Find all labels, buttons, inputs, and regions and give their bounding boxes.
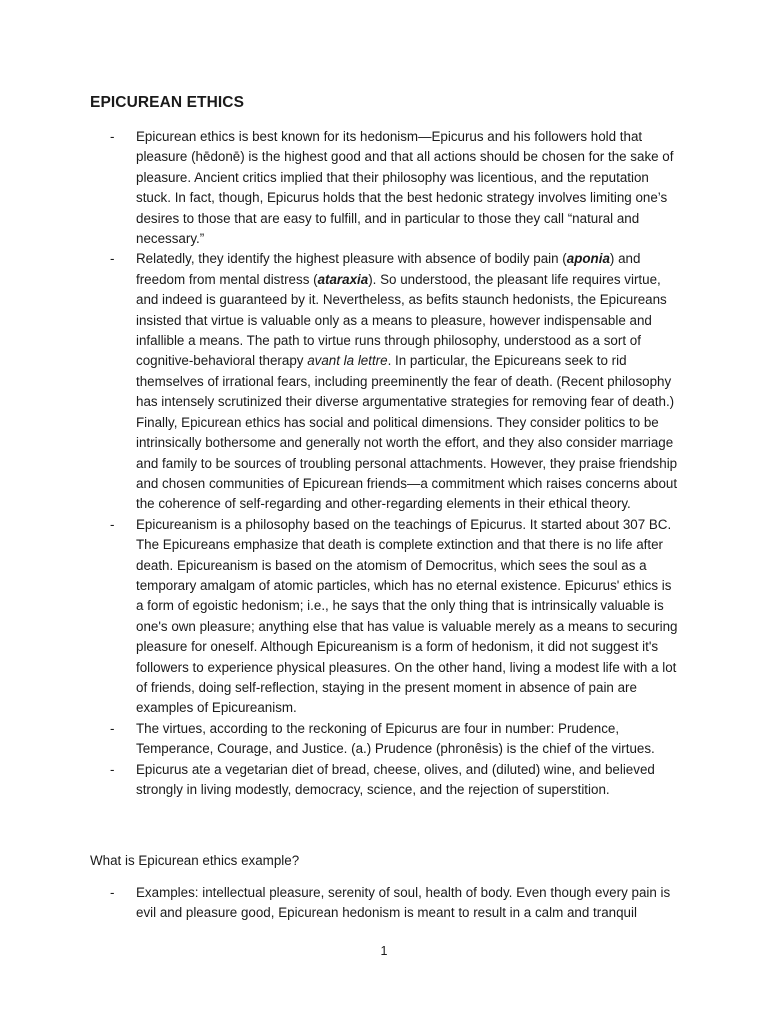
text-segment: ) and freedom from mental distress ( <box>136 251 641 287</box>
term-aponia: aponia <box>566 251 610 267</box>
list-item <box>110 249 678 514</box>
bullet-marker: - <box>110 516 115 532</box>
question-text: What is Epicurean ethics example? <box>90 853 300 868</box>
bullet-marker: - <box>110 251 115 267</box>
list-item-text: Epicurean ethics is best known for its hedonism—Epicurus and his followers hold that pleasure (hēdonē) is the highest good and that all actions should be chosen for the sake of pleasure. Ancient critics implied that their philosophy was licentious, and the reputation stuck. In fact, though, Epicurus holds that the best hedonic strategy involves limiting one’s desires to those that are easy to fulfill, and in particular to those they call “natural and necessary.” <box>136 129 674 247</box>
text-segment: . In particular, the Epicureans seek to rid themselves of irrational fears, including preeminently the fear of death. (Recent philosophy has intensely scrutinized their diverse argumentative strategies for removing fear of death.) Finally, Epicurean ethics has social and political dimensions. They consider politics to be intrinsically bothersome and generally not worth the effort, and they also consider marriage and family to be sources of troubling personal attachments. However, they praise friendship and chosen communities of Epicurean friends—a commitment which raises concerns about the coherence of self-regarding and other-regarding elements in their ethical theory. <box>136 353 678 512</box>
list-item <box>110 515 678 719</box>
text-segment: ). So understood, the pleasant life requires virtue, and indeed is guaranteed by it. Nevertheless, as befits staunch hedonists, the Epicureans insisted that virtue is valuable only as a means to pleasure, however indispensable and infallible a means. The path to virtue runs through philosophy, understood as a sort of cognitive-behavioral therapy <box>136 271 667 369</box>
list-item <box>110 883 678 924</box>
list-item-text <box>136 251 677 511</box>
bullet-list <box>110 127 678 800</box>
bullet-marker: - <box>110 129 115 144</box>
bullet-marker: - <box>110 761 115 777</box>
list-item-text: Epicureanism is a philosophy based on the teachings of Epicurus. It started about 307 BC. The Epicureans emphasize that death is complete extinction and that there is no life after death. Epicureanism is based on the atomism of Democritus, which sees the soul as a temporary amalgam of atomic particles, which has no eternal existence. Epicurus' ethics is a form of egoistic hedonism; i.e., he says that the only thing that is intrinsically valuable is one's own pleasure; anything else that has value is valuable merely as a means to securing pleasure for oneself. Although Epicureanism is a form of hedonism, it did not suggest it's followers to experience physical pleasures. On the other hand, living a modest life with a lot of friends, doing self-reflection, staying in the present moment in absence of pain are examples of Epicureanism. <box>136 516 678 716</box>
bullet-marker: - <box>110 885 115 900</box>
term-ataraxia: ataraxia <box>317 271 369 287</box>
list-item-text: Examples: intellectual pleasure, serenity of soul, health of body. Even though every pain is evil and pleasure good, Epicurean hedonism is meant to result in a calm and tranquil <box>136 885 671 921</box>
page-number: 1 <box>380 944 388 958</box>
list-item <box>110 760 678 801</box>
list-item-text: Epicurus ate a vegetarian diet of bread, cheese, olives, and (diluted) wine, and believed strongly in living modestly, democracy, science, and the rejection of superstition. <box>136 761 655 797</box>
text-segment: Relatedly, they identify the highest pleasure with absence of bodily pain ( <box>136 251 567 267</box>
term-avant-la-lettre: avant la lettre <box>307 353 388 369</box>
bullet-marker: - <box>110 720 115 736</box>
list-item <box>110 719 678 760</box>
list-item <box>110 127 678 249</box>
answer-list <box>110 883 678 924</box>
list-item-text: The virtues, according to the reckoning of Epicurus are four in number: Prudence, Temperance, Courage, and Justice. (a.) Prudence (phronêsis) is the chief of the virtues. <box>136 720 655 757</box>
document-heading: EPICUREAN ETHICS <box>90 94 245 111</box>
